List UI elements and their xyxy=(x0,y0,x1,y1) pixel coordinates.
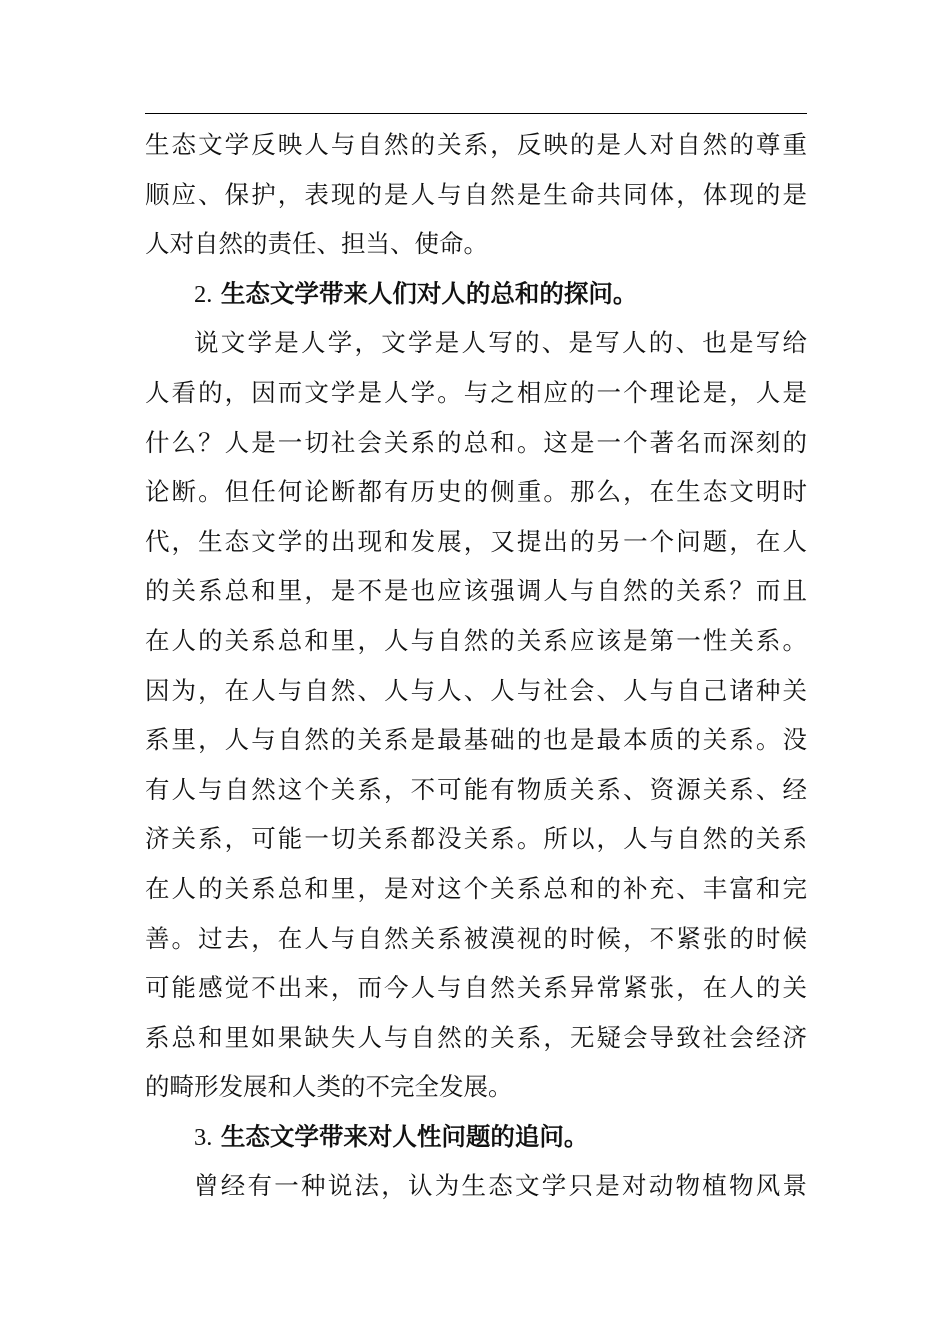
text-line: 顺应、保护，表现的是人与自然是生命共同体，体现的是 xyxy=(145,179,807,209)
paragraph-1 xyxy=(145,120,807,269)
text-line: 系里，人与自然的关系是最基础的也是最本质的关系。没 xyxy=(145,725,807,755)
section-heading-2 xyxy=(145,269,807,319)
text-line: 有人与自然这个关系，不可能有物质关系、资源关系、经 xyxy=(145,774,807,804)
text-line: 生态文学反映人与自然的关系，反映的是人对自然的尊重 xyxy=(145,130,807,159)
text-line: 善。过去，在人与自然关系被漠视的时候，不紧张的时候 xyxy=(145,923,807,953)
text-line: 什么？人是一切社会关系的总和。这是一个著名而深刻的 xyxy=(145,427,807,457)
text-line: 在人的关系总和里，人与自然的关系应该是第一性关系。 xyxy=(145,625,807,655)
text-line: 论断。但任何论断都有历史的侧重。那么，在生态文明时 xyxy=(145,477,807,507)
heading-text: 生态文学带来对人性问题的追问。 xyxy=(220,1121,589,1151)
text-line: 的畸形发展和人类的不完全发展。 xyxy=(145,1072,513,1102)
paragraph-3 xyxy=(145,1161,807,1211)
text-line: 可能感觉不出来，而今人与自然关系异常紧张，在人的关 xyxy=(145,973,807,1003)
text-line: 济关系，可能一切关系都没关系。所以，人与自然的关系 xyxy=(145,824,807,854)
text-line: 曾经有一种说法，认为生态文学只是对动物植物风景 xyxy=(194,1171,807,1201)
heading-number: 3. xyxy=(194,1123,213,1151)
document-body xyxy=(145,120,807,1211)
text-line: 系总和里如果缺失人与自然的关系，无疑会导致社会经济 xyxy=(145,1022,807,1052)
header-rule xyxy=(145,113,807,114)
text-line: 代，生态文学的出现和发展，又提出的另一个问题，在人 xyxy=(145,526,807,556)
text-line: 人看的，因而文学是人学。与之相应的一个理论是，人是 xyxy=(145,377,807,407)
text-line: 人对自然的责任、担当、使命。 xyxy=(145,229,488,259)
text-line: 说文学是人学，文学是人写的、是写人的、也是写给 xyxy=(194,328,807,358)
section-heading-3 xyxy=(145,1112,807,1162)
paragraph-2 xyxy=(145,318,807,1112)
text-line: 因为，在人与自然、人与人、人与社会、人与自己诸种关 xyxy=(145,675,807,705)
heading-number: 2. xyxy=(194,280,213,308)
heading-text: 生态文学带来人们对人的总和的探问。 xyxy=(220,278,638,308)
text-line: 的关系总和里，是不是也应该强调人与自然的关系？而且 xyxy=(145,576,807,606)
text-line: 在人的关系总和里，是对这个关系总和的补充、丰富和完 xyxy=(145,873,807,903)
